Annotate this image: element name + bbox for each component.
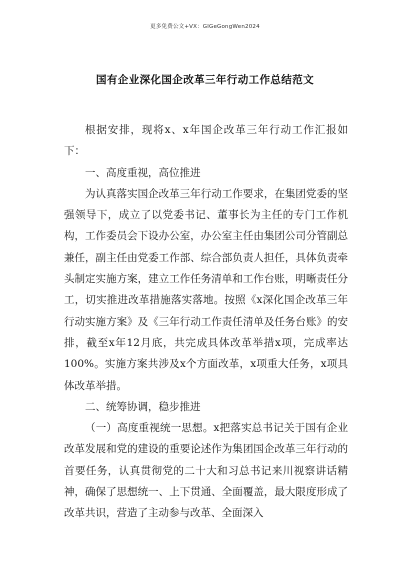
body-paragraph-1: 为认真落实国企改革三年行动工作要求，在集团党委的坚强领导下，成立了以党委书记、董事长为主任的专门工作机构，工作委员会下设办公室，办公室主任由集团公司分管副总兼任，副主任由党委工作部、综合部负责人担任，具体负责牵头制定实施方案，建立工作任务清单和工作台账，明晰责任分工，切实推进改革措施落实落地。按照《x深化国企改革三年行动实施方案》及《三年行动工作责任清单及任务台账》的安排，截至x年12月底，共完成具体改革举措x项，完成率达100%。实施方案共涉及x个方面改革，x项重大任务，x项具体改革举措。: [64, 187, 348, 392]
body-paragraph-2: （一）高度重视统一思想。x把落实总书记关于国有企业改革发展和党的建设的重要论述作为集团国企改革三年行动的首要任务，认真贯彻党的二十大和习总书记来川视察讲话精神，确保了思想统一、上下贯通、全面覆盖，最大限度形成了改革共识，营造了主动参与改革、全面深入: [64, 422, 348, 520]
intro-paragraph: 根据安排，现将x、x年国企改革三年行动工作汇报如下：: [64, 124, 348, 158]
section-heading-1: 一、高度重视，高位推进: [85, 166, 201, 179]
document-title: 国有企业深化国企改革三年行动工作总结范文: [96, 74, 314, 86]
header-note: 更多免费公文+VX：GlGeGongWen2024: [150, 24, 260, 30]
section-heading-2: 二、统筹协调，稳步推进: [85, 400, 201, 413]
document-body: [64, 120, 348, 525]
